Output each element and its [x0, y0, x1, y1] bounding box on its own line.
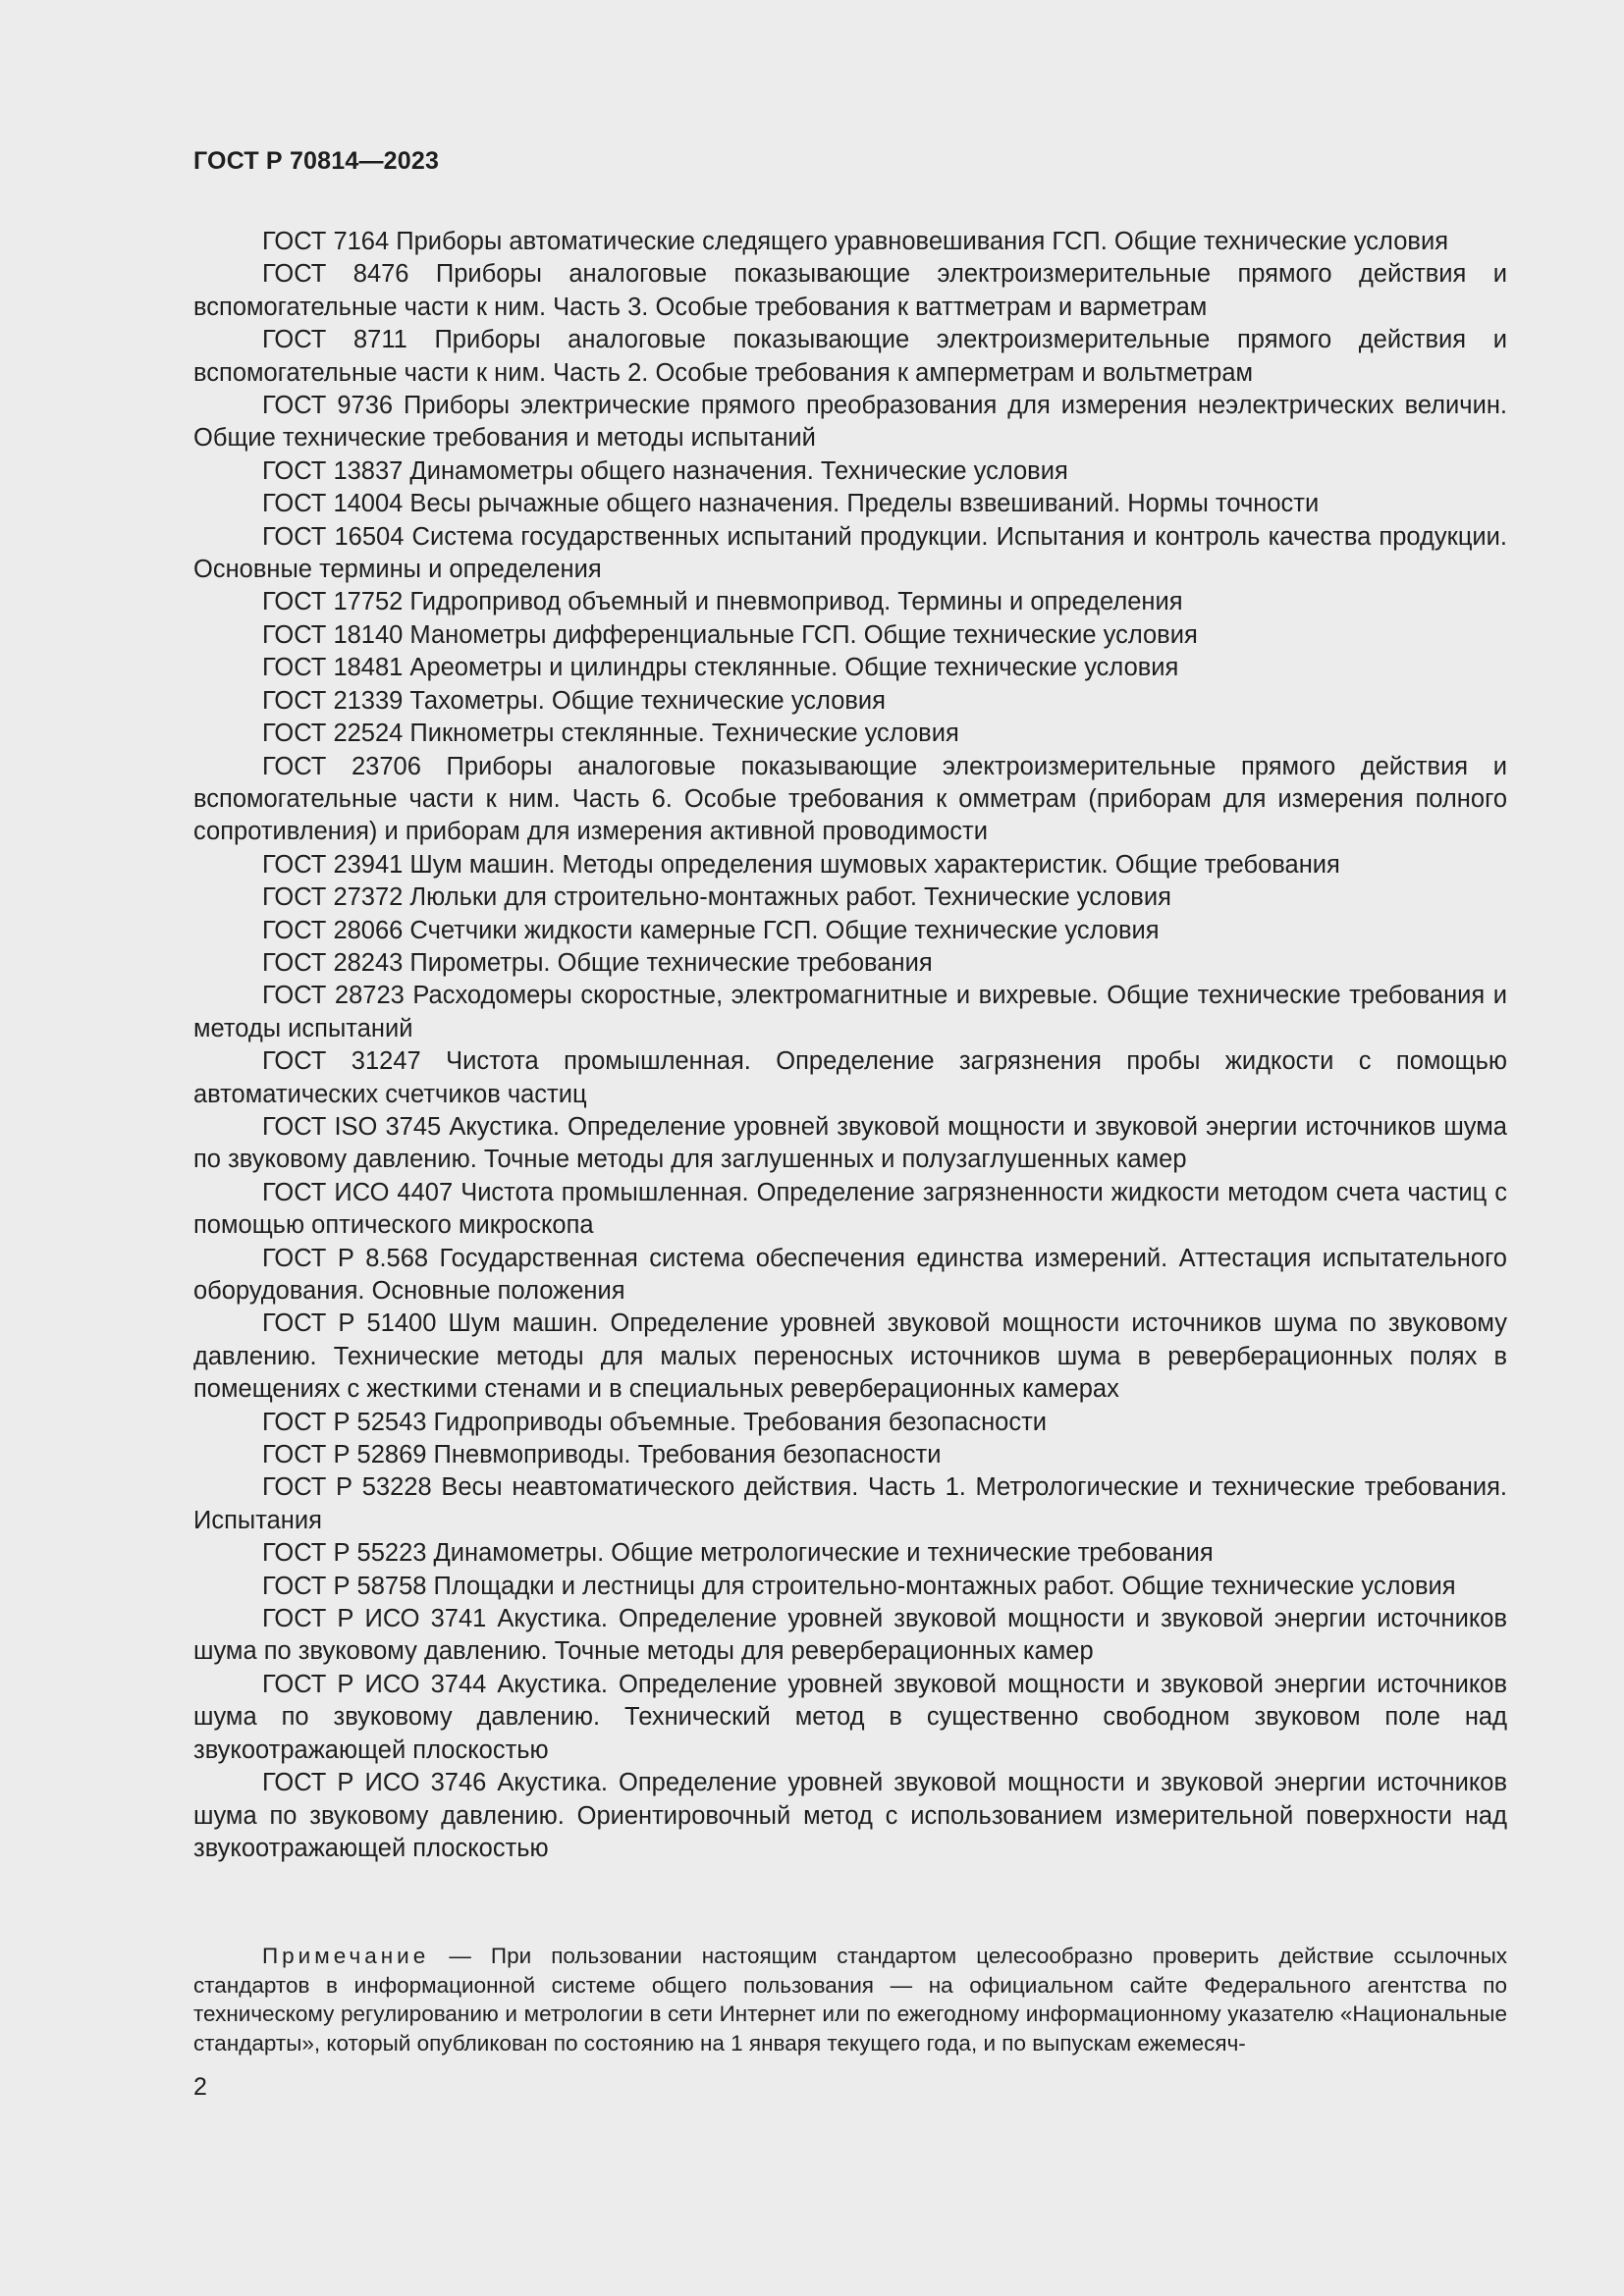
- reference-item: ГОСТ 28066 Счетчики жидкости камерные ГСП. Общие технические условия: [262, 916, 1160, 944]
- reference-item: ГОСТ Р 52869 Пневмоприводы. Требования безопасности: [262, 1441, 942, 1469]
- reference-item: ГОСТ 28723 Расходомеры скоростные, электромагнитные и вихревые. Общие технические требования и методы испытаний: [193, 982, 1507, 1042]
- document-header-title: ГОСТ Р 70814—2023: [193, 147, 440, 175]
- reference-item: ГОСТ 18140 Манометры дифференциальные ГСП. Общие технические условия: [262, 620, 1198, 649]
- reference-item: ГОСТ 18481 Ареометры и цилиндры стеклянные. Общие технические условия: [262, 654, 1179, 682]
- reference-item: ГОСТ 28243 Пирометры. Общие технические требования: [262, 948, 933, 977]
- reference-item: ГОСТ 21339 Тахометры. Общие технические условия: [262, 686, 886, 715]
- reference-item: ГОСТ Р 53228 Весы неавтоматического действия. Часть 1. Метрологические и технические требования. Испытания: [193, 1473, 1507, 1534]
- reference-item: ГОСТ 9736 Приборы электрические прямого преобразования для измерения неэлектрических величин. Общие технические требования и методы испытаний: [193, 392, 1507, 453]
- reference-item: ГОСТ 31247 Чистота промышленная. Определение загрязнения пробы жидкости с помощью автоматических счетчиков частиц: [193, 1047, 1507, 1108]
- note-text: — При пользовании настоящим стандартом целесообразно проверить действие ссылочных стандартов в информационной системе общего пользования — на официальном сайте Федерального агентства по техническому регулированию и метрологии в сети Интернет или по ежегодному информационному указателю «Национальные стандарты», который опубликован по состоянию на 1 января текущего года, и по выпускам ежемесяч-: [193, 1944, 1507, 2056]
- note-label: Примечание: [262, 1944, 430, 1968]
- reference-item: ГОСТ 23941 Шум машин. Методы определения шумовых характеристик. Общие требования: [262, 850, 1340, 879]
- reference-item: ГОСТ Р ИСО 3741 Акустика. Определение уровней звуковой мощности и звуковой энергии источников шума по звуковому давлению. Точные методы для реверберационных камер: [193, 1605, 1507, 1666]
- page-number: 2: [193, 2073, 207, 2101]
- reference-item: ГОСТ 13837 Динамометры общего назначения. Технические условия: [262, 456, 1068, 485]
- reference-item: ГОСТ ИСО 4407 Чистота промышленная. Определение загрязненности жидкости методом счета частиц с помощью оптического микроскопа: [193, 1178, 1507, 1240]
- reference-item: ГОСТ 8476 Приборы аналоговые показывающие электроизмерительные прямого действия и вспомогательные части к ним. Часть 3. Особые требования к ваттметрам и варметрам: [193, 260, 1507, 321]
- reference-item: ГОСТ 8711 Приборы аналоговые показывающие электроизмерительные прямого действия и вспомогательные части к ним. Часть 2. Особые требования к амперметрам и вольтметрам: [193, 326, 1507, 387]
- reference-item: ГОСТ ISO 3745 Акустика. Определение уровней звуковой мощности и звуковой энергии источников шума по звуковому давлению. Точные методы для заглушенных и полузаглушенных камер: [193, 1112, 1507, 1174]
- reference-item: ГОСТ Р 52543 Гидроприводы объемные. Требования безопасности: [262, 1408, 1048, 1436]
- reference-item: ГОСТ 14004 Весы рычажные общего назначения. Пределы взвешиваний. Нормы точности: [262, 490, 1320, 518]
- reference-item: ГОСТ Р 51400 Шум машин. Определение уровней звуковой мощности источников шума по звуковому давлению. Технические методы для малых переносных источников шума в реверберационных полях в помещениях с жесткими стенами и в специальных реверберационных камерах: [193, 1309, 1507, 1404]
- reference-item: ГОСТ Р 55223 Динамометры. Общие метрологические и технические требования: [262, 1539, 1214, 1568]
- reference-item: ГОСТ Р ИСО 3746 Акустика. Определение уровней звуковой мощности и звуковой энергии источников шума по звуковому давлению. Ориентировочный метод с использованием измерительной поверхности над звукоотражающей плоскостью: [193, 1769, 1507, 1862]
- reference-item: ГОСТ 23706 Приборы аналоговые показывающие электроизмерительные прямого действия и вспомогательные части к ним. Часть 6. Особые требования к омметрам (приборам для измерения полного сопротивления) и приборам для измерения активной проводимости: [193, 752, 1507, 846]
- reference-item: ГОСТ Р ИСО 3744 Акустика. Определение уровней звуковой мощности и звуковой энергии источников шума по звуковому давлению. Технический метод в существенно свободном звуковом поле над звукоотражающей плоскостью: [193, 1670, 1507, 1764]
- reference-item: ГОСТ Р 58758 Площадки и лестницы для строительно-монтажных работ. Общие технические условия: [262, 1572, 1456, 1600]
- note-paragraph: [193, 1942, 1507, 2057]
- reference-item: ГОСТ 17752 Гидропривод объемный и пневмопривод. Термины и определения: [262, 588, 1183, 616]
- reference-item: ГОСТ 7164 Приборы автоматические следящего уравновешивания ГСП. Общие технические условия: [262, 228, 1449, 255]
- reference-item: ГОСТ Р 8.568 Государственная система обеспечения единства измерений. Аттестация испытательного оборудования. Основные положения: [193, 1244, 1507, 1305]
- reference-item: ГОСТ 16504 Система государственных испытаний продукции. Испытания и контроль качества продукции. Основные термины и определения: [193, 522, 1507, 584]
- reference-item: ГОСТ 22524 Пикнометры стеклянные. Технические условия: [262, 720, 959, 748]
- reference-item: ГОСТ 27372 Люльки для строительно-монтажных работ. Технические условия: [262, 883, 1171, 912]
- normative-references-list: [193, 226, 1507, 1865]
